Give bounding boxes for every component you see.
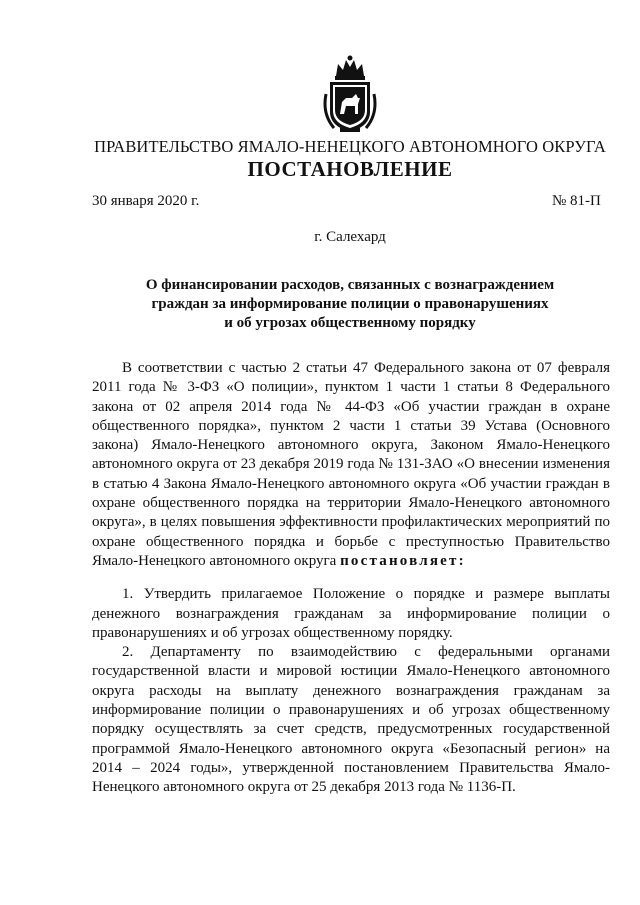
organization-name: ПРАВИТЕЛЬСТВО ЯМАЛО-НЕНЕЦКОГО АВТОНОМНОГО ОКРУГА <box>94 137 606 156</box>
document-body <box>92 359 610 798</box>
preamble-paragraph <box>92 359 610 571</box>
title-line: и об угрозах общественному порядку <box>224 315 476 331</box>
item-paragraph: 2. Департаменту по взаимодействию с федеральными органами государственной власти и мировой юстиции Ямало-Ненецкого автономного округа расходы на выплату денежного вознаграждения гражданам за информирование полиции о правонарушениях и об угрозах общественному порядку осуществлять за счет средств, предусмотренных государственной программой Ямало-Ненецкого автономного округа «Безопасный регион» на 2014 – 2024 годы», утвержденной постановлением Правительства Ямало-Ненецкого автономного округа от 25 декабря 2013 года № 1136-П. <box>92 644 610 796</box>
document-city: г. Салехард <box>314 229 386 245</box>
item-paragraph: 1. Утвердить прилагаемое Положение о порядке и размере выплаты денежного вознаграждения гражданам за информирование полиции о правонарушениях и об угрозах общественному порядку. <box>92 586 610 641</box>
title-line: граждан за информирование полиции о правонарушениях <box>151 296 549 312</box>
document-number: № 81-П <box>552 193 601 209</box>
coat-of-arms-icon <box>322 54 378 136</box>
document-type: ПОСТАНОВЛЕНИЕ <box>247 157 453 181</box>
title-line: О финансировании расходов, связанных с вознаграждением <box>145 277 555 293</box>
resolves-keyword: постановляет: <box>340 552 466 569</box>
preamble-text: В соответствии с частью 2 статьи 47 Федерального закона от 07 февраля 2011 года № 3-ФЗ «О полиции», пунктом 1 части 1 статьи 8 Федерального закона от 02 апреля 2014 года № 44-ФЗ «Об участии граждан в охране общественного порядка», пунктом 2 части 1 статьи 39 Устава (Основного закона) Ямало-Ненецкого автономного округа, Законом Ямало-Ненецкого автономного округа от 23 декабря 2019 года № 131-ЗАО «О внесении изменения в статью 4 Закона Ямало-Ненецкого автономного округа «Об участии граждан в охране общественного порядка на территории Ямало-Ненецкого автономного округа», в целях повышения эффективности профилактических мероприятий по охране общественного порядка и борьбе с преступностью Правительство Ямало-Ненецкого автономного округа <box>92 360 610 569</box>
document-date: 30 января 2020 г. <box>92 193 200 209</box>
document-title <box>100 276 600 333</box>
